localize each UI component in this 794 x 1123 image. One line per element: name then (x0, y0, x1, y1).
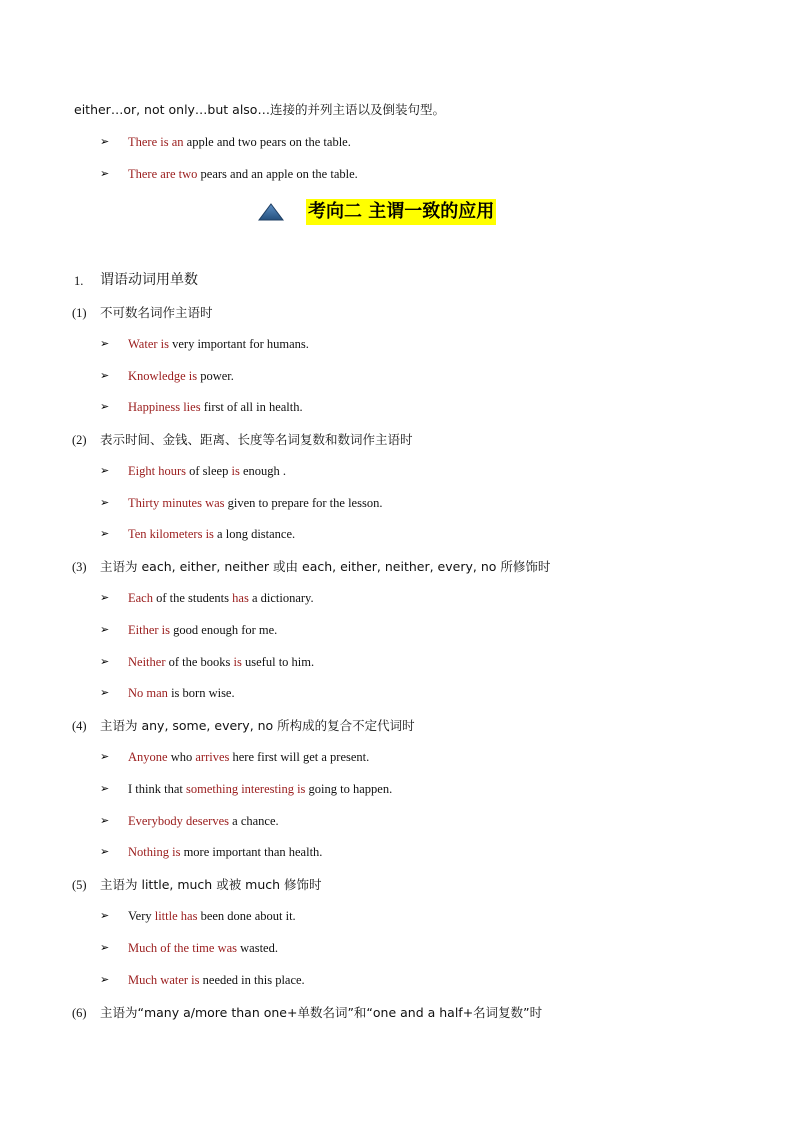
heading-title: 谓语动词用单数 (100, 272, 198, 288)
subsection-label: (2) (72, 433, 87, 447)
example-sentence: There is an apple and two pears on the table. (128, 135, 351, 149)
subsection-title: 表示时间、金钱、距离、长度等名词复数和数词作主语时 (100, 432, 413, 447)
bullet-icon: ➢ (100, 465, 110, 477)
example-sentence: Thirty minutes was given to prepare for the lesson. (128, 496, 383, 510)
subsection-label: (1) (72, 306, 87, 320)
example-sentence: Everybody deserves a chance. (128, 814, 279, 828)
bullet-icon: ➢ (100, 656, 110, 668)
subsection-label: (6) (72, 1006, 87, 1020)
example-sentence: Much water is needed in this place. (128, 973, 305, 987)
example-sentence: There are two pears and an apple on the table. (128, 167, 358, 181)
subsection-title: 不可数名词作主语时 (100, 305, 213, 320)
subsection-label: (5) (72, 878, 87, 892)
bullet-icon: ➢ (100, 168, 110, 180)
bullet-icon: ➢ (100, 974, 110, 986)
example-sentence: Neither of the books is useful to him. (128, 655, 315, 669)
bullet-icon: ➢ (100, 136, 110, 148)
example-sentence: Anyone who arrives here first will get a present. (128, 750, 370, 764)
subsection-title: 主语为 little, much 或被 much 修饰时 (100, 877, 322, 892)
bullet-icon: ➢ (100, 846, 110, 858)
intro-sentence: either…or, not only…but also…连接的并列主语以及倒装句型。 (74, 102, 445, 117)
bullet-icon: ➢ (100, 624, 110, 636)
subsection-label: (3) (72, 560, 87, 574)
example-sentence: Very little has been done about it. (128, 909, 296, 923)
bullet-icon: ➢ (100, 338, 110, 350)
bullet-icon: ➢ (100, 370, 110, 382)
intro-text (74, 102, 445, 118)
subsection-title: 主语为 each, either, neither 或由 each, either, neither, every, no 所修饰时 (100, 559, 551, 574)
subsection-title: 主语为“many a/more than one+单数名词”和“one and a half+名词复数”时 (100, 1005, 543, 1020)
example-sentence: Water is very important for humans. (128, 337, 309, 351)
section-title: 考向二 主谓一致的应用 (306, 199, 496, 225)
example-sentence: I think that something interesting is going to happen. (128, 782, 393, 796)
bullet-icon: ➢ (100, 751, 110, 763)
bullet-icon: ➢ (100, 815, 110, 827)
heading-number: 1. (74, 274, 84, 288)
bullet-icon: ➢ (100, 783, 110, 795)
example-sentence: Each of the students has a dictionary. (128, 591, 314, 605)
bullet-icon: ➢ (100, 910, 110, 922)
example-sentence: No man is born wise. (128, 686, 235, 700)
example-sentence: Much of the time was wasted. (128, 941, 278, 955)
bullet-icon: ➢ (100, 687, 110, 699)
bullet-icon: ➢ (100, 942, 110, 954)
example-sentence: Nothing is more important than health. (128, 845, 323, 859)
bullet-icon: ➢ (100, 592, 110, 604)
example-sentence: Eight hours of sleep is enough . (128, 464, 286, 478)
example-sentence: Knowledge is power. (128, 369, 234, 383)
example-sentence: Happiness lies first of all in health. (128, 400, 303, 414)
bullet-icon: ➢ (100, 528, 110, 540)
example-sentence: Either is good enough for me. (128, 623, 278, 637)
bullet-icon: ➢ (100, 497, 110, 509)
subsection-label: (4) (72, 719, 87, 733)
example-sentence: Ten kilometers is a long distance. (128, 527, 296, 541)
triangle-icon (258, 203, 284, 221)
bullet-icon: ➢ (100, 401, 110, 413)
subsection-title: 主语为 any, some, every, no 所构成的复合不定代词时 (100, 718, 415, 733)
